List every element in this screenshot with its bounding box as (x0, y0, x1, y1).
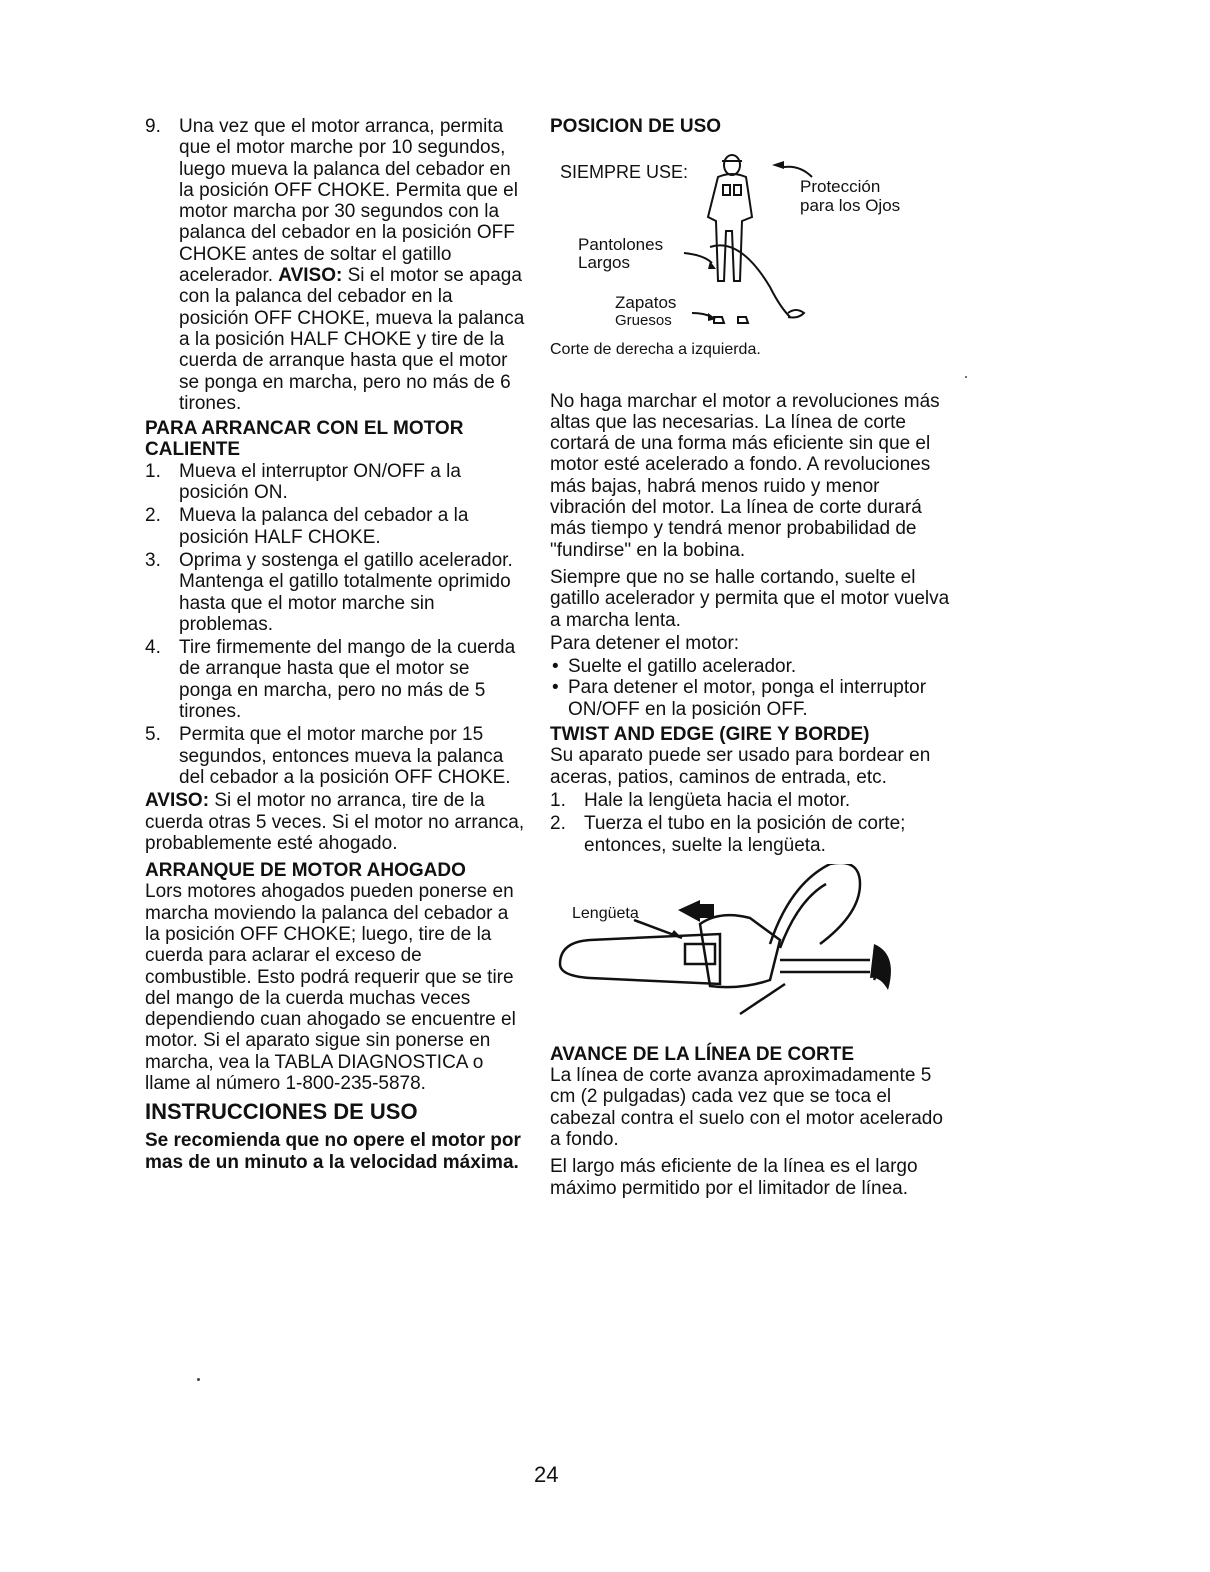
warm-start-steps (145, 461, 525, 788)
figure-label-proteccion-2: para los Ojos (800, 196, 901, 216)
list-item-number: 3. (145, 549, 161, 571)
list-item-text: Hale la lengüeta hacia el motor. (584, 789, 851, 811)
list-item-text: Oprima y sostenga el gatillo acelerador. Mantenga el gatillo totalmente oprimido hasta que el motor marche sin problemas. (179, 549, 513, 635)
scan-speck (197, 1378, 200, 1381)
figure-label-lenguenta: Lengüeta (572, 904, 639, 922)
step-9-text: Una vez que el motor arranca, permita que el motor marche por 10 segundos, luego mueva la palanca del cebador en la posición OFF CHOKE. Permita que el motor marcha por 30 segundos con la palanca del cebador en la posición OFF CHOKE antes de soltar el gatillo acelerador. (179, 116, 518, 287)
list-item (145, 637, 525, 722)
list-item-number: 2. (550, 813, 566, 835)
step-9-number: 9. (145, 116, 161, 137)
figure-label-pantalones-1: Pantolones (578, 235, 664, 255)
list-item-text: Permita que el motor marche por 15 segundos, entonces mueva la palanca del cebador a la posición OFF CHOKE. (179, 724, 511, 788)
flooded-start-heading: ARRANQUE DE MOTOR AHOGADO (145, 860, 466, 882)
list-item-number: 1. (145, 460, 161, 482)
list-item (145, 505, 525, 548)
stop-intro: Para detener el motor: (550, 632, 740, 654)
list-item-text: Mueva el interruptor ON/OFF a la posición ON. (179, 460, 461, 504)
list-item: • Suelte el gatillo acelerador. (550, 656, 950, 677)
aviso-label: AVISO: (145, 790, 210, 812)
twist-steps (550, 790, 950, 856)
list-item-number: 5. (145, 724, 161, 746)
warm-start-heading: PARA ARRANCAR CON EL MOTOR CALIENTE (145, 418, 464, 461)
instructions-heading: INSTRUCCIONES DE USO (145, 1099, 418, 1125)
advance-text-2: El largo más eficiente de la línea es el largo máximo permitido por el limitador de línea. (550, 1156, 918, 1199)
twist-text: Su aparato puede ser usado para bordear en aceras, patios, caminos de entrada, etc. (550, 745, 931, 788)
operator-illustration-icon (550, 151, 850, 331)
list-item-text: Tuerza el tubo en la posición de corte; entonces, suelte la lengüeta. (584, 813, 906, 856)
figure-label-zapatos-2: Gruesos (615, 312, 672, 330)
step-9-warning-text: Si el motor se apaga con la palanca del cebador en la posición OFF CHOKE, mueva la palanca a la posición HALF CHOKE y tire de la cuerda de arranque hasta que el motor se ponga en marcha, pero no más de 6 tirones. (179, 265, 525, 414)
list-item (145, 550, 525, 635)
list-item-number: 4. (145, 637, 161, 659)
list-item-text: Mueva la palanca del cebador a la posición HALF CHOKE. (179, 505, 469, 548)
idle-paragraph: Siempre que no se halle cortando, suelte el gatillo acelerador y permita que el motor vuelva a marcha lenta. (550, 566, 950, 631)
instructions-text: Se recomienda que no opere el motor por mas de un minuto a la velocidad máxima. (145, 1130, 521, 1173)
list-item (550, 813, 950, 856)
figure-label-proteccion-1: Protección (800, 177, 881, 197)
position-heading: POSICION DE USO (550, 116, 722, 137)
operator-position-figure (550, 151, 950, 330)
figure-label-zapatos-1: Zapatos (615, 293, 677, 313)
aviso-paragraph (145, 790, 525, 854)
flooded-start-text: Lors motores ahogados pueden ponerse en marcha moviendo la palanca del cebador a la posición OFF CHOKE; luego, tire de la cuerda para aclarar el exceso de combustible. Esto podrá requerir que se tire del mango de la cuerda muchas veces dependiendo cuan ahogado se encuentre el motor. Si el aparato sigue sin ponerse en marcha, vea la TABLA DIAGNOSTICA o llame al número 1-800-235-5878. (145, 881, 516, 1095)
list-item (550, 790, 950, 811)
list-item-number: 2. (145, 505, 161, 527)
list-item-text: Tire firmemente del mango de la cuerda de arranque hasta que el motor se ponga en marcha, pero no más de 5 tirones. (179, 637, 516, 723)
page-number: 24 (534, 1462, 559, 1487)
aviso-text: Si el motor no arranca, tire de la cuerda otras 5 veces. Si el motor no arranca, probablemente esté ahogado. (145, 790, 525, 854)
rpm-paragraph: No haga marchar el motor a revoluciones más altas que las necesarias. La línea de corte cortará de una forma más eficiente sin que el motor esté acelerado a fondo. A revoluciones más bajas, habrá menos ruido y menor vibración del motor. La línea de corte durará más tiempo y tendrá menor probabilidad de "fundirse" en la bobina. (550, 390, 940, 561)
tab-lever-figure (550, 864, 950, 1024)
step-9-warning-label: AVISO: (278, 265, 343, 287)
scan-speck (965, 376, 967, 378)
figure-label-pantalones-2: Largos (578, 253, 630, 273)
list-item: • Para detener el motor, ponga el interruptor ON/OFF en la posición OFF. (550, 677, 950, 720)
figure-label-siempre: SIEMPRE USE: (560, 162, 689, 183)
step-9 (145, 116, 525, 414)
left-column (145, 116, 525, 1179)
stop-bullets (550, 656, 950, 720)
operator-figure-caption: Corte de derecha a izquierda. (550, 341, 761, 359)
twist-heading: TWIST AND EDGE (GIRE Y BORDE) (550, 724, 870, 746)
trimmer-handle-illustration-icon (550, 864, 930, 1024)
advance-text-1: La línea de corte avanza aproximadamente 5 cm (2 pulgadas) cada vez que se toca el cabezal contra el suelo con el motor acelerado a fondo. (550, 1065, 943, 1151)
list-item (145, 724, 525, 788)
right-column (550, 116, 950, 1205)
advance-heading: AVANCE DE LA LÍNEA DE CORTE (550, 1043, 855, 1065)
list-item (145, 461, 525, 504)
list-item-number: 1. (550, 789, 566, 811)
